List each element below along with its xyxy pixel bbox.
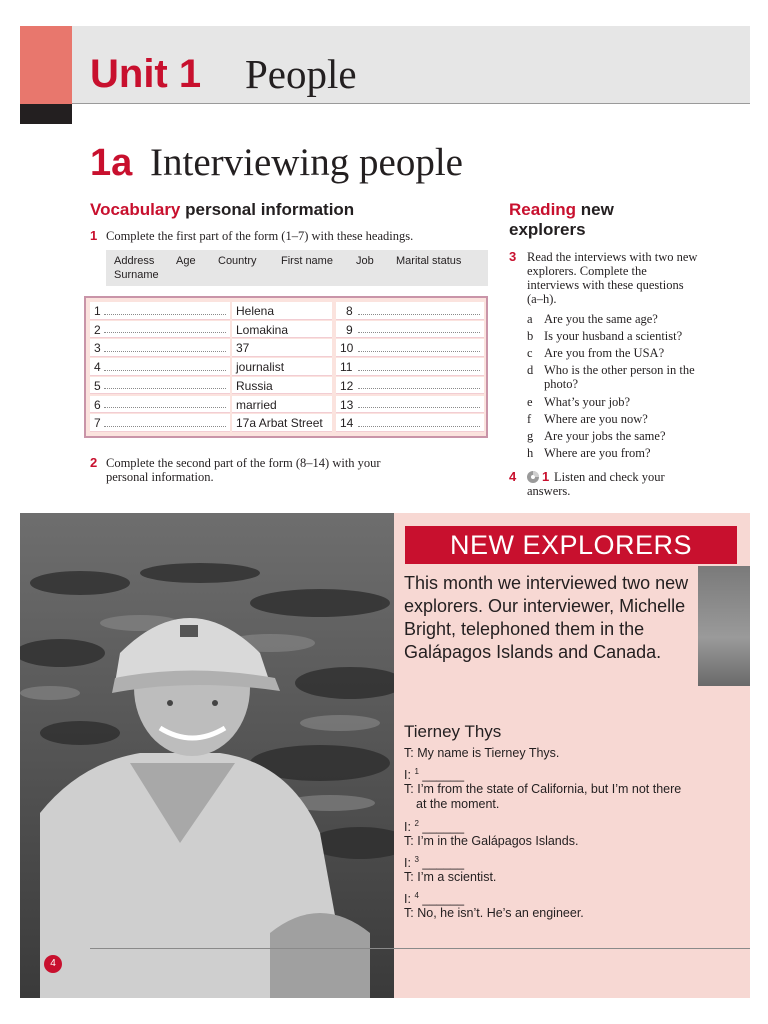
question-letter: e [527, 395, 533, 409]
vocabulary-topic: personal information [185, 200, 355, 219]
answer-gap: ______ [422, 768, 465, 783]
question-letter: f [527, 412, 532, 426]
answer-gap: ______ [422, 820, 465, 835]
exercise-2-number: 2 [90, 455, 98, 470]
heading-word: Surname [114, 269, 159, 281]
unit-title: People [245, 51, 357, 97]
dialogue-text: My name is Tierney Thys. [417, 746, 560, 760]
form-row-number: 7 [94, 416, 101, 431]
question-letter: b [527, 329, 534, 343]
question-text: Are you from the USA? [544, 346, 665, 360]
form-row-number: 1 [94, 304, 101, 318]
dialogue-line [404, 764, 694, 783]
form-row-number: 2 [94, 322, 101, 337]
dialogue-speaker: I: [404, 820, 411, 835]
form-cell-blank [90, 396, 230, 414]
dialogue-speaker: T: [404, 906, 414, 920]
form-cell-blank [336, 377, 484, 395]
form-row-number: 4 [94, 360, 101, 375]
heading-word: First name [281, 255, 333, 267]
form-row-number: 12 [340, 378, 354, 393]
personal-info-form [84, 296, 488, 438]
dialogue-speaker: T: [404, 870, 414, 884]
dialogue-line [404, 746, 694, 761]
question-text: What’s your job? [544, 395, 631, 409]
form-cell-blank [90, 302, 230, 320]
gap-number: 2 [414, 819, 419, 828]
question-text: Are your jobs the same? [544, 429, 666, 443]
vocabulary-heading [90, 200, 354, 220]
form-cell-blank [336, 358, 484, 376]
dialogue-line [404, 906, 694, 921]
reading-heading [509, 200, 669, 240]
answer-gap: ______ [422, 856, 465, 871]
gap-number: 4 [414, 891, 419, 900]
form-row [90, 321, 484, 340]
dialogue-line [404, 870, 694, 885]
form-cell-blank [336, 396, 484, 414]
question-text: Where are you now? [544, 412, 648, 426]
exercise-3-instruction: Read the interviews with two new explorers. Complete the interviews with these questions (a–h). [527, 250, 698, 306]
form-row-number: 13 [340, 397, 354, 412]
form-value: 37 [236, 341, 250, 356]
form-row [90, 302, 484, 321]
article-banner: NEW EXPLORERS [405, 526, 737, 564]
answer-gap: ______ [422, 892, 465, 907]
dialogue-text: I’m in the Galápagos Islands. [417, 834, 579, 848]
question-text: Where are you from? [544, 446, 651, 460]
form-row-number: 14 [340, 416, 354, 431]
dialogue-text: I’m from the state of California, but I’m not there at the moment. [416, 782, 682, 811]
form-cell-blank [336, 339, 484, 357]
exercise-4-number: 4 [509, 469, 517, 484]
heading-word: Age [176, 255, 196, 267]
form-cell-value [232, 321, 332, 339]
form-row-number: 3 [94, 341, 101, 356]
dialogue-line [404, 834, 694, 849]
dialogue-text: No, he isn’t. He’s an engineer. [417, 906, 584, 920]
dialogue-speaker: T: [404, 746, 414, 760]
exercise-2-instruction: Complete the second part of the form (8–14) with your personal information. [106, 456, 381, 484]
second-photo-edge [698, 566, 750, 686]
form-cell-blank [90, 414, 230, 432]
gap-number: 3 [414, 855, 419, 864]
exercise-3-number: 3 [509, 249, 517, 264]
form-row [90, 377, 484, 396]
photo-illustration [20, 513, 394, 998]
question-letter: h [527, 446, 534, 460]
heading-word: Address [114, 255, 155, 267]
dialogue-speaker: I: [404, 856, 411, 871]
dialogue-line [404, 782, 694, 812]
dialogue-speaker: I: [404, 768, 411, 783]
exercise-1-instruction: Complete the first part of the form (1–7) with these headings. [106, 229, 414, 243]
dialogue-line [404, 852, 694, 871]
exercise-1-number: 1 [90, 228, 98, 243]
form-cell-blank [336, 414, 484, 432]
form-value: married [236, 397, 277, 412]
form-cell-value [232, 302, 332, 320]
form-row [90, 396, 484, 415]
dialogue-text: I’m a scientist. [417, 870, 497, 884]
form-row [90, 339, 484, 358]
form-row-number: 5 [94, 378, 101, 393]
question-letter: c [527, 346, 533, 360]
form-cell-value [232, 377, 332, 395]
question-letter: d [527, 363, 534, 377]
form-row-number: 8 [346, 304, 353, 318]
form-cell-blank [336, 321, 484, 339]
form-cell-blank [336, 302, 484, 320]
headings-box [106, 250, 488, 286]
dialogue-line [404, 816, 694, 835]
question-text: Who is the other person in the photo? [544, 363, 695, 391]
form-cell-value [232, 358, 332, 376]
question-text: Is your husband a scientist? [544, 329, 683, 343]
form-cell-blank [90, 377, 230, 395]
form-row-number: 9 [346, 322, 353, 337]
explorer-photo [20, 513, 394, 998]
exercise-4-instruction: Listen and check your answers. [527, 470, 665, 498]
form-value: journalist [236, 360, 285, 375]
question-text: Are you the same age? [544, 312, 658, 326]
form-cell-value [232, 396, 332, 414]
question-letter: a [527, 312, 533, 326]
lesson-title: Interviewing people [150, 141, 463, 184]
form-row [90, 358, 484, 377]
question-letter: g [527, 429, 534, 443]
dialogue-speaker: I: [404, 892, 411, 907]
form-value: Russia [236, 378, 273, 393]
footer-rule [90, 948, 750, 949]
form-row-number: 11 [340, 360, 353, 375]
form-cell-blank [90, 339, 230, 357]
reading-topic: new explorers [509, 200, 614, 239]
form-value: Lomakina [236, 322, 289, 337]
form-row-number: 10 [340, 341, 354, 356]
dialogue-speaker: T: [404, 782, 414, 796]
page-number: 4 [44, 955, 62, 973]
gap-number: 1 [414, 767, 419, 776]
vocabulary-keyword: Vocabulary [90, 200, 181, 219]
form-value: 17a Arbat Street [236, 416, 323, 431]
article-intro: This month we interviewed two new explorers. Our interviewer, Michelle Bright, telephoned them in the Galápagos Islands and Canada. [404, 573, 689, 662]
heading-word: Job [356, 255, 374, 267]
form-row [90, 414, 484, 433]
audio-track-number: 1 [542, 469, 550, 484]
interviewee-name: Tierney Thys [404, 722, 502, 741]
header-rule [72, 103, 750, 104]
form-cell-blank [90, 358, 230, 376]
form-cell-value [232, 414, 332, 432]
form-row-number: 6 [94, 397, 101, 412]
dialogue-line [404, 888, 694, 907]
heading-word: Marital status [396, 255, 462, 267]
form-cell-value [232, 339, 332, 357]
form-cell-blank [90, 321, 230, 339]
heading-word: Country [218, 255, 257, 267]
header-accent-dark [20, 104, 72, 124]
dialogue-speaker: T: [404, 834, 414, 848]
reading-keyword: Reading [509, 200, 577, 219]
unit-label: Unit 1 [90, 52, 202, 96]
lesson-number: 1a [90, 142, 133, 184]
form-value: Helena [236, 304, 275, 318]
